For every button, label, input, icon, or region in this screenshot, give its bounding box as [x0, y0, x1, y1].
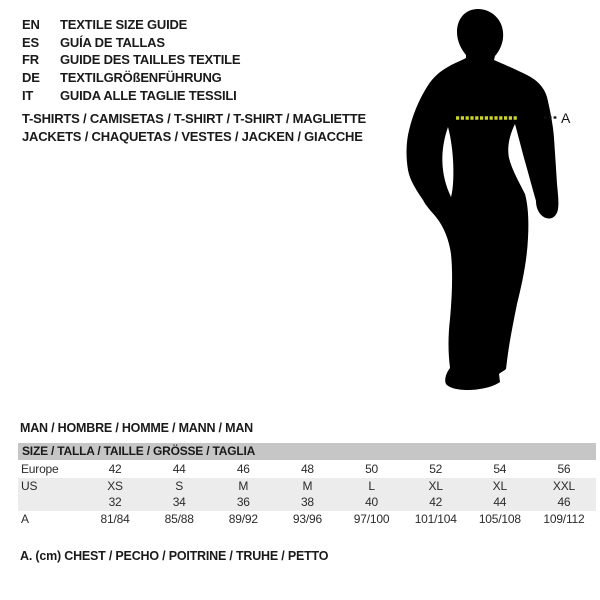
measurement-footnote: A. (cm) CHEST / PECHO / POITRINE / TRUHE / PETTO: [20, 549, 329, 563]
measure-label: A: [561, 110, 571, 126]
size-value: S: [175, 478, 184, 493]
size-value: 42: [429, 495, 443, 510]
table-row: [18, 511, 596, 528]
size-value: 56: [557, 462, 571, 476]
size-value: XL: [492, 478, 507, 493]
size-value: XS: [107, 478, 123, 493]
language-label: TEXTILGRÖßENFÜHRUNG: [60, 70, 222, 86]
size-value: L: [368, 478, 375, 493]
language-label: GUÍA DE TALLAS: [60, 34, 165, 50]
size-value: 101/104: [414, 511, 457, 526]
language-code: EN: [22, 17, 40, 32]
language-code: ES: [22, 34, 39, 50]
size-value: 42: [108, 462, 122, 476]
size-table-body: [18, 461, 596, 527]
size-value: 105/108: [478, 511, 521, 526]
size-value: 44: [493, 495, 507, 510]
size-value: 44: [172, 462, 186, 476]
language-code: DE: [22, 70, 40, 86]
size-value: 36: [236, 495, 250, 510]
size-value: 89/92: [228, 511, 258, 526]
size-value: 52: [429, 462, 443, 476]
language-label: GUIDA ALLE TAGLIE TESSILI: [60, 87, 237, 103]
size-value: M: [238, 478, 249, 493]
row-label: Europe: [21, 462, 59, 476]
size-value: 46: [557, 495, 571, 510]
language-code: FR: [22, 52, 39, 68]
row-label: US: [21, 478, 38, 493]
size-value: 93/96: [292, 511, 322, 526]
size-value: 54: [493, 462, 507, 476]
size-value: 50: [365, 462, 379, 476]
size-value: 38: [300, 495, 314, 510]
language-label: GUIDE DES TAILLES TEXTILE: [60, 52, 241, 68]
size-value: 109/112: [543, 511, 585, 526]
size-value: 97/100: [353, 511, 390, 526]
size-value: 46: [236, 462, 250, 476]
category-line-tshirts: T-SHIRTS / CAMISETAS / T-SHIRT / T-SHIRT / MAGLIETTE: [22, 111, 366, 126]
language-label: TEXTILE SIZE GUIDE: [60, 17, 188, 32]
size-table: [18, 443, 596, 527]
size-value: 81/84: [100, 511, 130, 526]
table-row: [18, 478, 596, 495]
size-value: 85/88: [164, 511, 194, 526]
size-value: 32: [108, 495, 122, 510]
size-value: XL: [428, 478, 443, 493]
row-label: A: [21, 511, 29, 526]
category-line-jackets: JACKETS / CHAQUETAS / VESTES / JACKEN / GIACCHE: [22, 128, 363, 144]
size-value: 40: [365, 495, 379, 510]
size-value: XXL: [552, 478, 575, 493]
size-value: 48: [300, 462, 314, 476]
section-title: MAN / HOMBRE / HOMME / MANN / MAN: [20, 421, 253, 435]
man-silhouette: [407, 9, 559, 390]
table-row: [18, 494, 596, 511]
size-value: 34: [172, 495, 186, 510]
table-row: [18, 461, 596, 478]
size-table-header: SIZE / TALLA / TAILLE / GRÖSSE / TAGLIA: [18, 443, 596, 460]
language-code: IT: [22, 87, 34, 103]
row-label: [18, 494, 83, 511]
size-value: M: [302, 478, 313, 493]
